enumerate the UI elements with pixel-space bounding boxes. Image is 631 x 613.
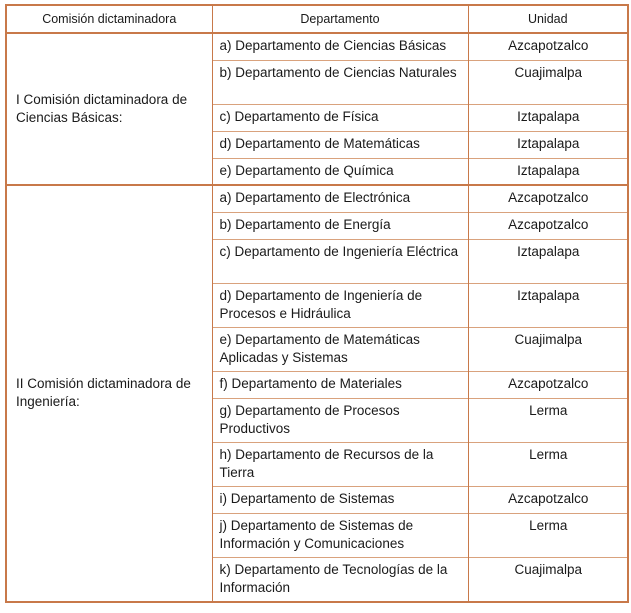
header-departamento: Departamento — [212, 5, 468, 33]
unidad-cell: Iztapalapa — [468, 131, 628, 158]
departamento-cell: k) Departamento de Tecnologías de la Información — [212, 557, 468, 602]
table-row — [6, 33, 628, 60]
departamento-cell: e) Departamento de Matemáticas Aplicadas y Sistemas — [212, 327, 468, 371]
unidad-cell: Cuajimalpa — [468, 327, 628, 371]
unidad-cell: Lerma — [468, 398, 628, 442]
unidad-cell: Lerma — [468, 442, 628, 486]
unidad-cell: Cuajimalpa — [468, 60, 628, 104]
unidad-cell: Azcapotzalco — [468, 185, 628, 212]
departamento-cell: j) Departamento de Sistemas de Información y Comunicaciones — [212, 513, 468, 557]
unidad-cell: Azcapotzalco — [468, 212, 628, 239]
departamento-cell: c) Departamento de Física — [212, 104, 468, 131]
header-unidad: Unidad — [468, 5, 628, 33]
comisiones-table — [5, 4, 629, 603]
unidad-cell: Azcapotzalco — [468, 486, 628, 513]
unidad-cell: Iztapalapa — [468, 158, 628, 185]
header-row — [6, 5, 628, 33]
unidad-cell: Iztapalapa — [468, 283, 628, 327]
unidad-cell: Azcapotzalco — [468, 33, 628, 60]
departamento-cell: b) Departamento de Ciencias Naturales — [212, 60, 468, 104]
departamento-cell: h) Departamento de Recursos de la Tierra — [212, 442, 468, 486]
unidad-cell: Iztapalapa — [468, 239, 628, 283]
unidad-cell: Azcapotzalco — [468, 371, 628, 398]
unidad-cell: Lerma — [468, 513, 628, 557]
departamento-cell: f) Departamento de Materiales — [212, 371, 468, 398]
table-row — [6, 185, 628, 212]
departamento-cell: g) Departamento de Procesos Productivos — [212, 398, 468, 442]
departamento-cell: c) Departamento de Ingeniería Eléctrica — [212, 239, 468, 283]
departamento-cell: a) Departamento de Ciencias Básicas — [212, 33, 468, 60]
departamento-cell: d) Departamento de Ingeniería de Procesos e Hidráulica — [212, 283, 468, 327]
header-comision: Comisión dictaminadora — [6, 5, 212, 33]
departamento-cell: e) Departamento de Química — [212, 158, 468, 185]
unidad-cell: Iztapalapa — [468, 104, 628, 131]
departamento-cell: d) Departamento de Matemáticas — [212, 131, 468, 158]
table-body — [6, 33, 628, 602]
comision-cell: II Comisión dictaminadora de Ingeniería: — [6, 185, 212, 602]
departamento-cell: b) Departamento de Energía — [212, 212, 468, 239]
unidad-cell: Cuajimalpa — [468, 557, 628, 602]
departamento-cell: a) Departamento de Electrónica — [212, 185, 468, 212]
comision-cell: I Comisión dictaminadora de Ciencias Básicas: — [6, 33, 212, 185]
departamento-cell: i) Departamento de Sistemas — [212, 486, 468, 513]
